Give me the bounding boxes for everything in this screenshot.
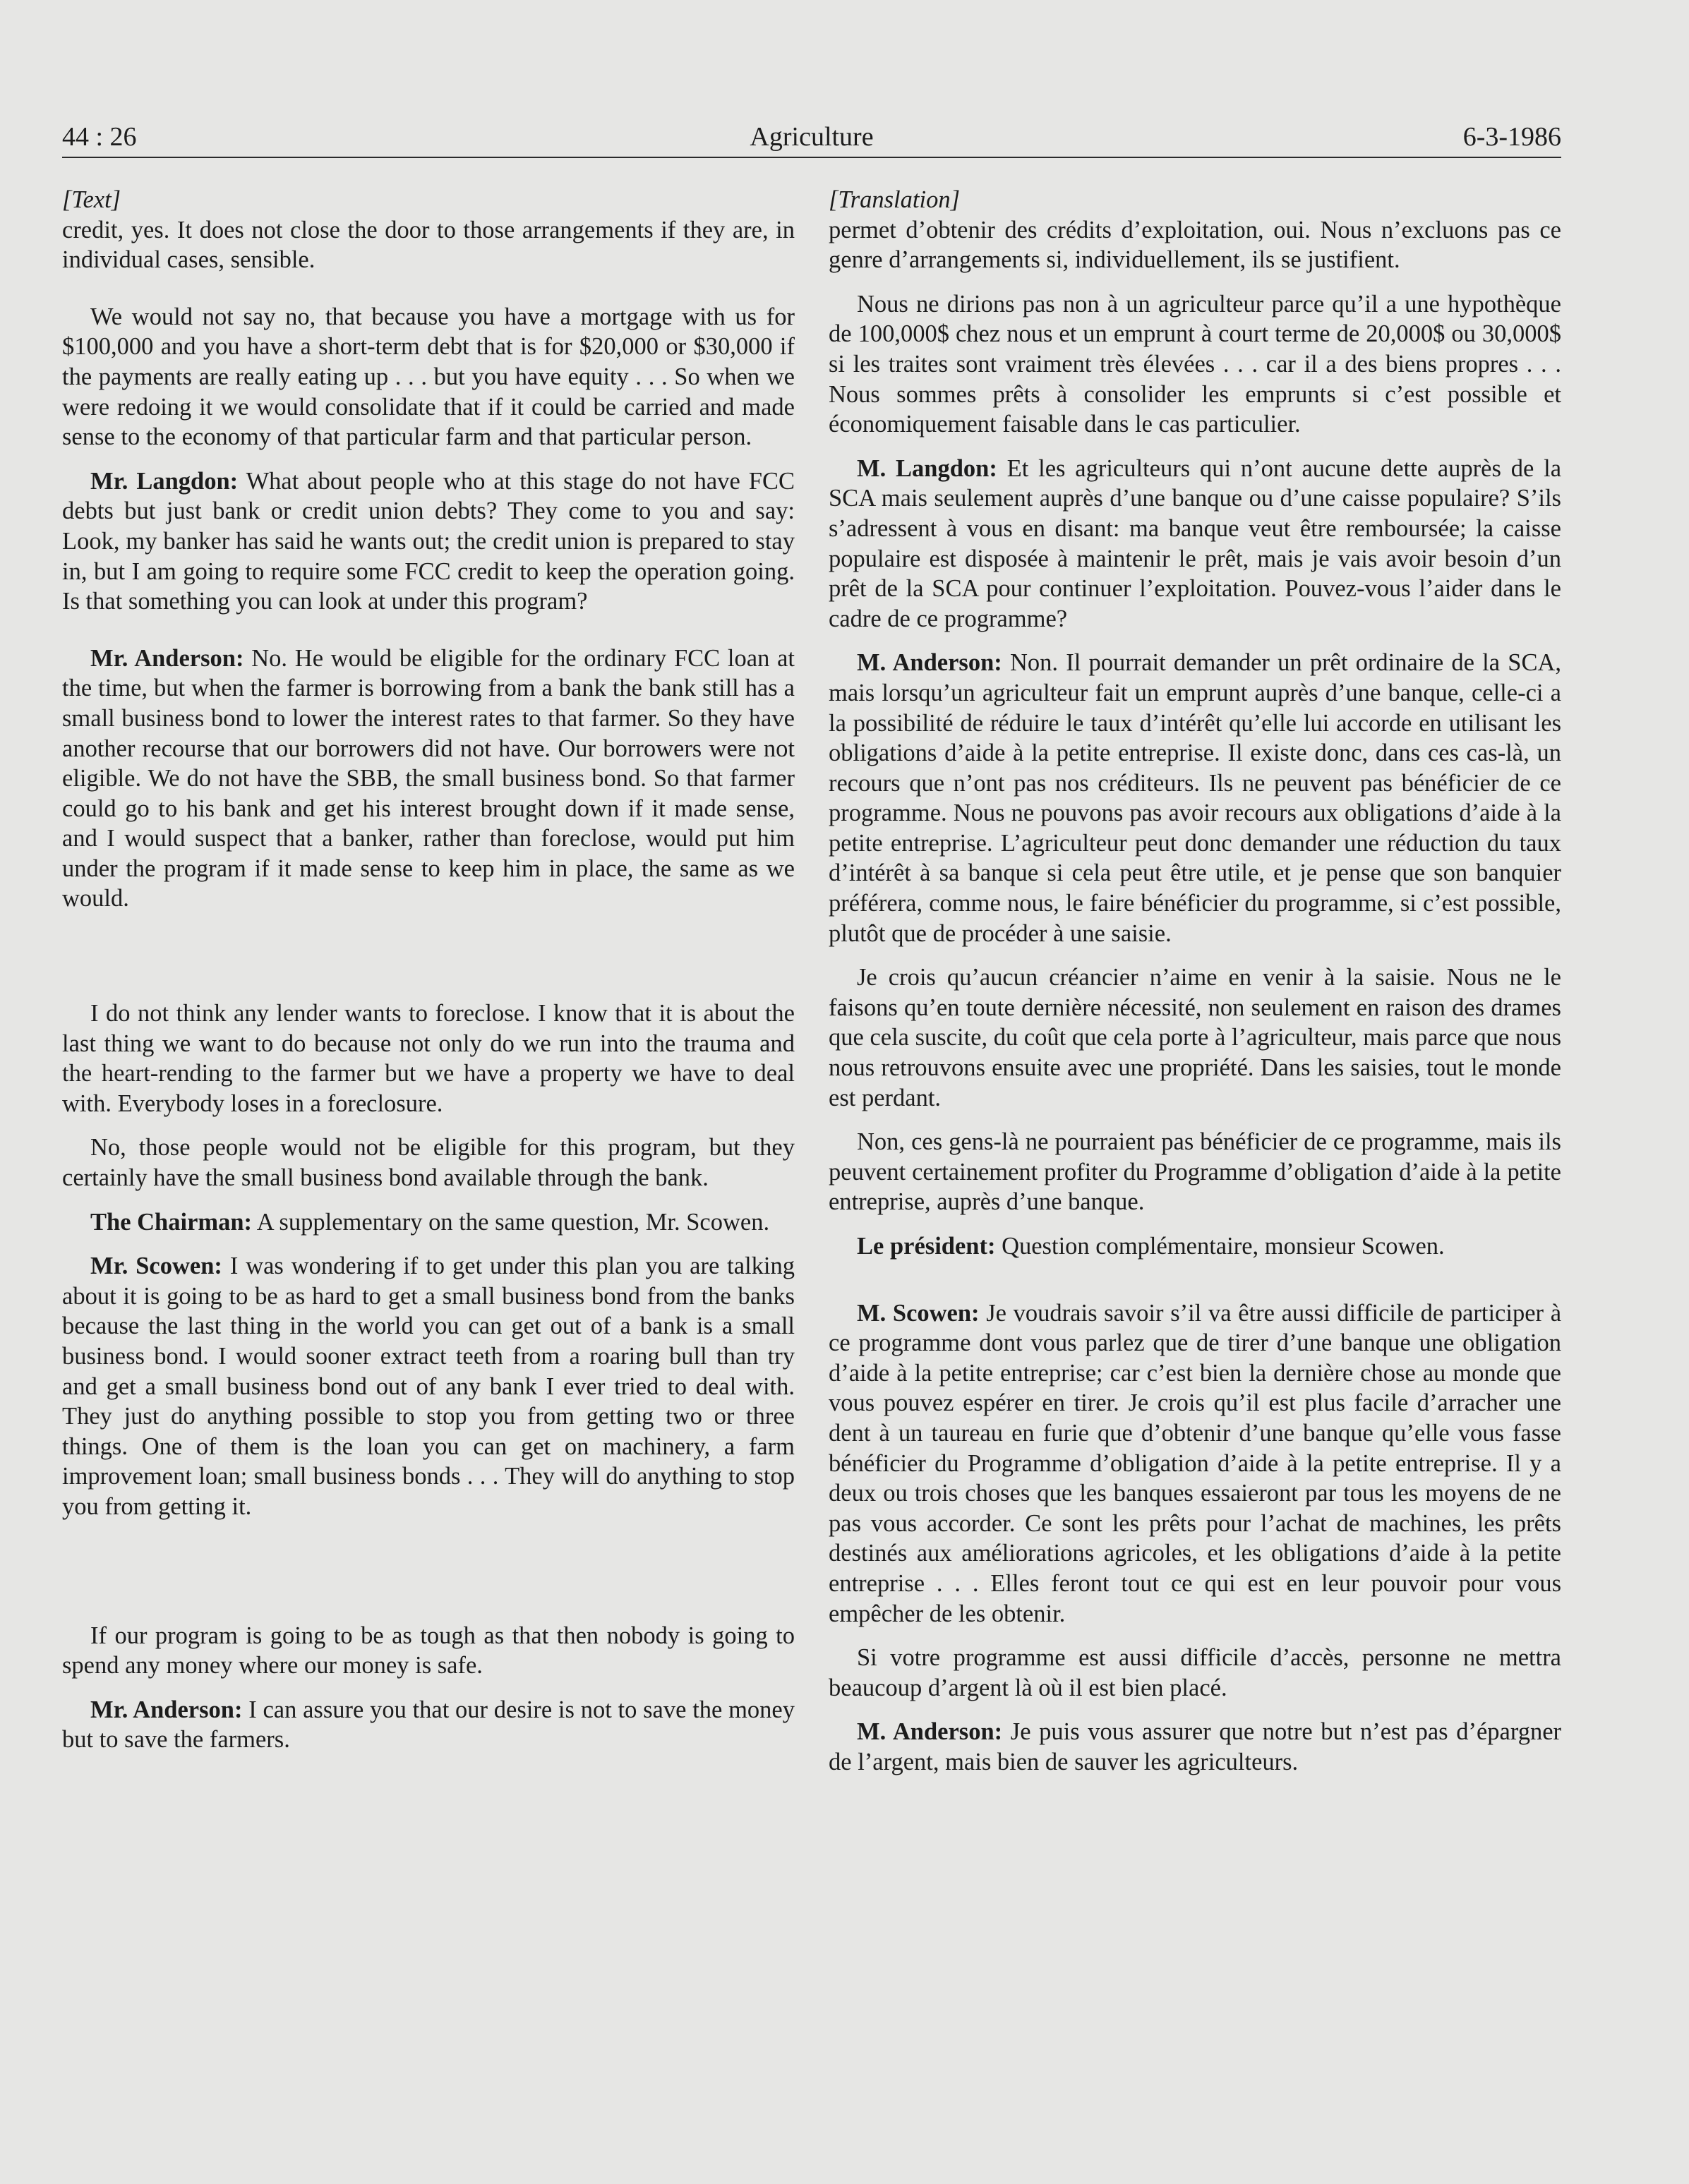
paragraph: Mr. Anderson: I can assure you that our desire is not to save the money but to save the farmers. [62, 1696, 795, 1754]
paragraph: Le président: Question complémentaire, monsieur Scowen. [857, 1233, 1445, 1260]
paragraph: If our program is going to be as tough as that then nobody is going to spend any money where our money is safe. [62, 1622, 795, 1679]
paragraph: M. Anderson: Je puis vous assurer que notre but n’est pas d’épargner de l’argent, mais bien de sauver les agriculteurs. [829, 1718, 1562, 1775]
paragraph: Mr. Anderson: No. He would be eligible for the ordinary FCC loan at the time, but when the farmer is borrowing from a bank the bank still has a small business bond to lower the interest rates to that farmer. So they have another recourse that our borrowers did not have. Our borrowers were not eligible. We do not have the SBB, the small business bond. So that farmer could go to his bank and get his interest brought down if it made sense, and I would suspect that a banker, rather than foreclose, would put him under the program if it made sense to keep him in place, the same as we would. [62, 644, 795, 912]
french-column [829, 185, 1561, 1792]
speaker-name: M. Langdon: [857, 454, 997, 482]
speaker-name: Le président: [857, 1233, 996, 1260]
speaker-name: M. Anderson: [857, 649, 1002, 677]
speaker-name: Mr. Scowen: [90, 1253, 222, 1280]
speaker-name: M. Anderson: [857, 1718, 1003, 1746]
speaker-name: Mr. Anderson: [90, 644, 244, 672]
speaker-name: Mr. Anderson: [90, 1696, 243, 1723]
language-tag-text: [Text] [62, 186, 121, 213]
page-header [62, 119, 1561, 155]
paragraph: Mr. Scowen: I was wondering if to get under this plan you are talking about it is going to be as hard to get a small business bond from the banks because the last thing in the world you can get out of a bank is a small business bond. I would sooner extract teeth from a roaring bull than try and get a small business bond out of any bank I ever tried to deal with. They just do anything possible to stop you from getting two or three things. One of them is the loan you can get on machinery, a farm improvement loan; small business bonds . . . They will do anything to stop you from getting it. [62, 1253, 795, 1520]
paragraph: M. Anderson: Non. Il pourrait demander un prêt ordinaire de la SCA, mais lorsqu’un agriculteur fait un emprunt auprès d’une banque, celle-ci a la possibilité de réduire le taux d’intérêt qu’elle lui accorde en utilisant les obligations d’aide à la petite entreprise. Il existe donc, dans ces cas-là, un recours que n’ont pas nos créditeurs. Ils ne peuvent pas bénéficier de ce programme. Nous ne pouvons pas avoir recours aux obligations d’aide à la petite entreprise. L’agriculteur peut donc demander une réduction du taux d’intérêt à sa banque si cela peut être utile, et je pense que son banquier préférera, comme nous, le faire bénéficier du programme, si c’est possible, plutôt que de procéder à une saisie. [829, 649, 1561, 947]
header-rule [62, 157, 1561, 158]
paragraph: Non, ces gens-là ne pourraient pas bénéficier de ce programme, mais ils peuvent certainement profiter du Programme d’obligation d’aide à la petite entreprise, auprès d’une banque. [829, 1128, 1561, 1216]
speaker-name: Mr. Langdon: [90, 467, 239, 495]
english-column [62, 185, 795, 1769]
committee-title: Agriculture [750, 122, 874, 152]
paragraph: Mr. Langdon: What about people who at this stage do not have FCC debts but just bank or credit union debts? They come to you and say: Look, my banker has said he wants out; the credit union is prepared to stay in, but I am going to require some FCC credit to keep the operation going. Is that something you can look at under this program? [62, 467, 795, 615]
paragraph: M. Langdon: Et les agriculteurs qui n’ont aucune dette auprès de la SCA mais seulement auprès d’une banque ou d’une caisse populaire? S’ils s’adressent à vous en disant: ma banque veut être remboursée; la caisse populaire est disposée à maintenir le prêt, mais je vais avoir besoin d’un prêt de la SCA pour continuer l’exploitation. Pouvez-vous l’aider dans le cadre de ce programme? [829, 454, 1562, 632]
paragraph: credit, yes. It does not close the door to those arrangements if they are, in individual cases, sensible. [62, 216, 795, 274]
paragraph: We would not say no, that because you have a mortgage with us for $100,000 and you have a short-term debt that is for $20,000 or $30,000 if the payments are really eating up . . . but you have equity . . . So when we were redoing it we would consolidate that if it could be carried and made sense to the economy of that particular farm and that particular person. [62, 303, 795, 451]
paragraph: Si votre programme est aussi difficile d’accès, personne ne mettra beaucoup d’argent là où il est bien placé. [829, 1644, 1561, 1701]
paragraph: I do not think any lender wants to foreclose. I know that it is about the last thing we want to do because not only do we run into the trauma and the heart-rending to the farmer but we have a property we have to deal with. Everybody loses in a foreclosure. [62, 1000, 795, 1117]
language-tag-text: [Translation] [829, 186, 960, 213]
paragraph: The Chairman: A supplementary on the same question, Mr. Scowen. [90, 1208, 770, 1236]
paragraph: Nous ne dirions pas non à un agriculteur parce qu’il a une hypothèque de 100,000$ chez nous et un emprunt à court terme de 20,000$ ou 30,000$ si les traites sont vraiment très élevées . . . car il a des biens propres . . . Nous sommes prêts à consolider les emprunts si c’est possible et économiquement faisable dans le cas particulier. [829, 290, 1561, 438]
paragraph: No, those people would not be eligible for this program, but they certainly have the small business bond available through the bank. [62, 1134, 795, 1192]
paragraph: Je crois qu’aucun créancier n’aime en venir à la saisie. Nous ne le faisons qu’en toute dernière nécessité, non seulement en raison des drames que cela suscite, du coût que cela porte à l’agriculteur, mais parce que nous nous retrouvons ensuite avec une propriété. Dans les saisies, tout le monde est perdant. [829, 964, 1561, 1111]
paragraph: permet d’obtenir des crédits d’exploitation, oui. Nous n’excluons pas ce genre d’arrangements si, individuellement, ils se justifient. [829, 216, 1561, 274]
speaker-name: The Chairman: [90, 1208, 253, 1236]
sitting-date: 6-3-1986 [1462, 122, 1561, 152]
page-reference: 44 : 26 [62, 122, 137, 152]
paragraph: M. Scowen: Je voudrais savoir s’il va être aussi difficile de participer à ce programme dont vous parlez que de tirer d’une banque une obligation d’aide à la petite entreprise; car c’est bien la dernière chose au monde que vous pouvez espérer en tirer. Je crois qu’il est plus facile d’arracher une dent à un taureau en furie que d’obtenir d’une banque qu’elle vous fasse bénéficier du Programme d’obligation d’aide à la petite entreprise. Il y a deux ou trois choses que les banques essaieront par tous les moyens de ne pas vous accorder. Ce sont les prêts pour l’achat de machines, les prêts destinés aux améliorations agricoles, et les obligations d’aide à la petite entreprise . . . Elles feront tout ce qui est en leur pouvoir pour vous empêcher de les obtenir. [829, 1299, 1562, 1627]
speaker-name: M. Scowen: [857, 1299, 980, 1327]
